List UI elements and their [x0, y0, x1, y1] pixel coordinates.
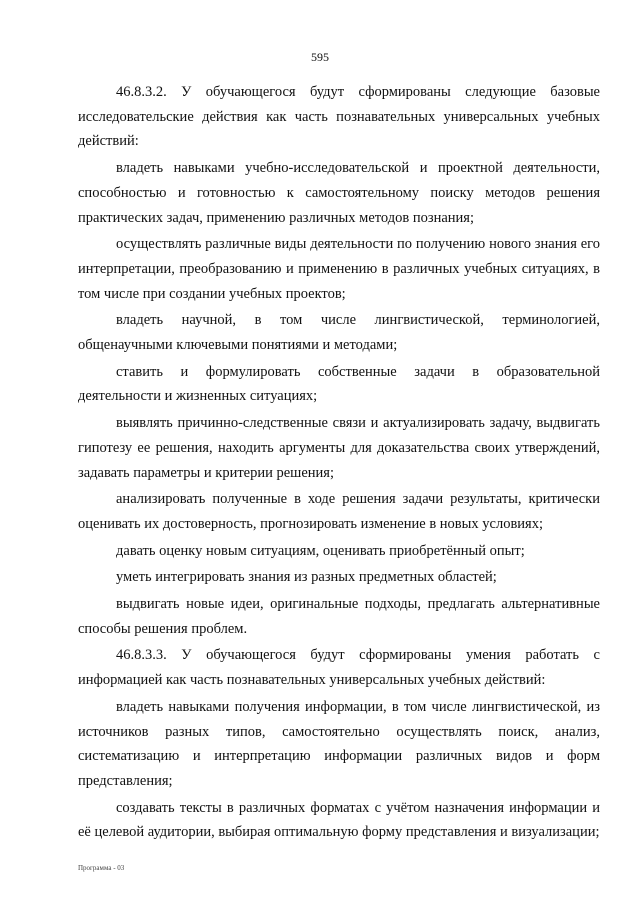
paragraph-item: осуществлять различные виды деятельности по получению нового знания его интерпретации, преобразованию и применению в различных учебных ситуациях, в том числе при создании учебных проектов;	[78, 236, 600, 302]
document-body	[78, 80, 600, 847]
paragraph-item: владеть навыками получения информации, в том числе лингвистической, из источников разных типов, самостоятельно осуществлять поиск, анализ, систематизацию и интерпретацию информации различных видов и форм представления;	[78, 698, 600, 789]
paragraph-item: ставить и формулировать собственные задачи в образовательной деятельности и жизненных ситуациях;	[78, 363, 600, 405]
paragraph-section-46-8-3-2: 46.8.3.2. У обучающегося будут сформированы следующие базовые исследовательские действия как часть познавательных универсальных учебных действий:	[78, 84, 600, 150]
paragraph-item: владеть научной, в том числе лингвистической, терминологией, общенаучными ключевыми понятиями и методами;	[78, 312, 600, 354]
paragraph-item: выдвигать новые идеи, оригинальные подходы, предлагать альтернативные способы решения проблем.	[78, 596, 600, 637]
paragraph-item: уметь интегрировать знания из разных предметных областей;	[116, 569, 497, 586]
page-footer: Программа - 03	[78, 864, 125, 872]
paragraph-item: создавать тексты в различных форматах с учётом назначения информации и её целевой аудитории, выбирая оптимальную форму представления и визуализации;	[78, 799, 600, 841]
paragraph-item: владеть навыками учебно-исследовательской и проектной деятельности, способностью и готовностью к самостоятельному поиску методов решения практических задач, применению различных методов познания;	[78, 160, 600, 226]
paragraph-item: анализировать полученные в ходе решения задачи результаты, критически оценивать их достоверность, прогнозировать изменение в новых условиях;	[78, 491, 600, 532]
paragraph-section-46-8-3-3: 46.8.3.3. У обучающегося будут сформированы умения работать с информацией как часть познавательных универсальных учебных действий:	[78, 647, 600, 689]
page-number: 595	[311, 50, 329, 64]
paragraph-item: выявлять причинно-следственные связи и актуализировать задачу, выдвигать гипотезу ее решения, находить аргументы для доказательства своих утверждений, задавать параметры и критерии решения;	[78, 415, 600, 481]
paragraph-item: давать оценку новым ситуациям, оценивать приобретённый опыт;	[116, 542, 525, 559]
